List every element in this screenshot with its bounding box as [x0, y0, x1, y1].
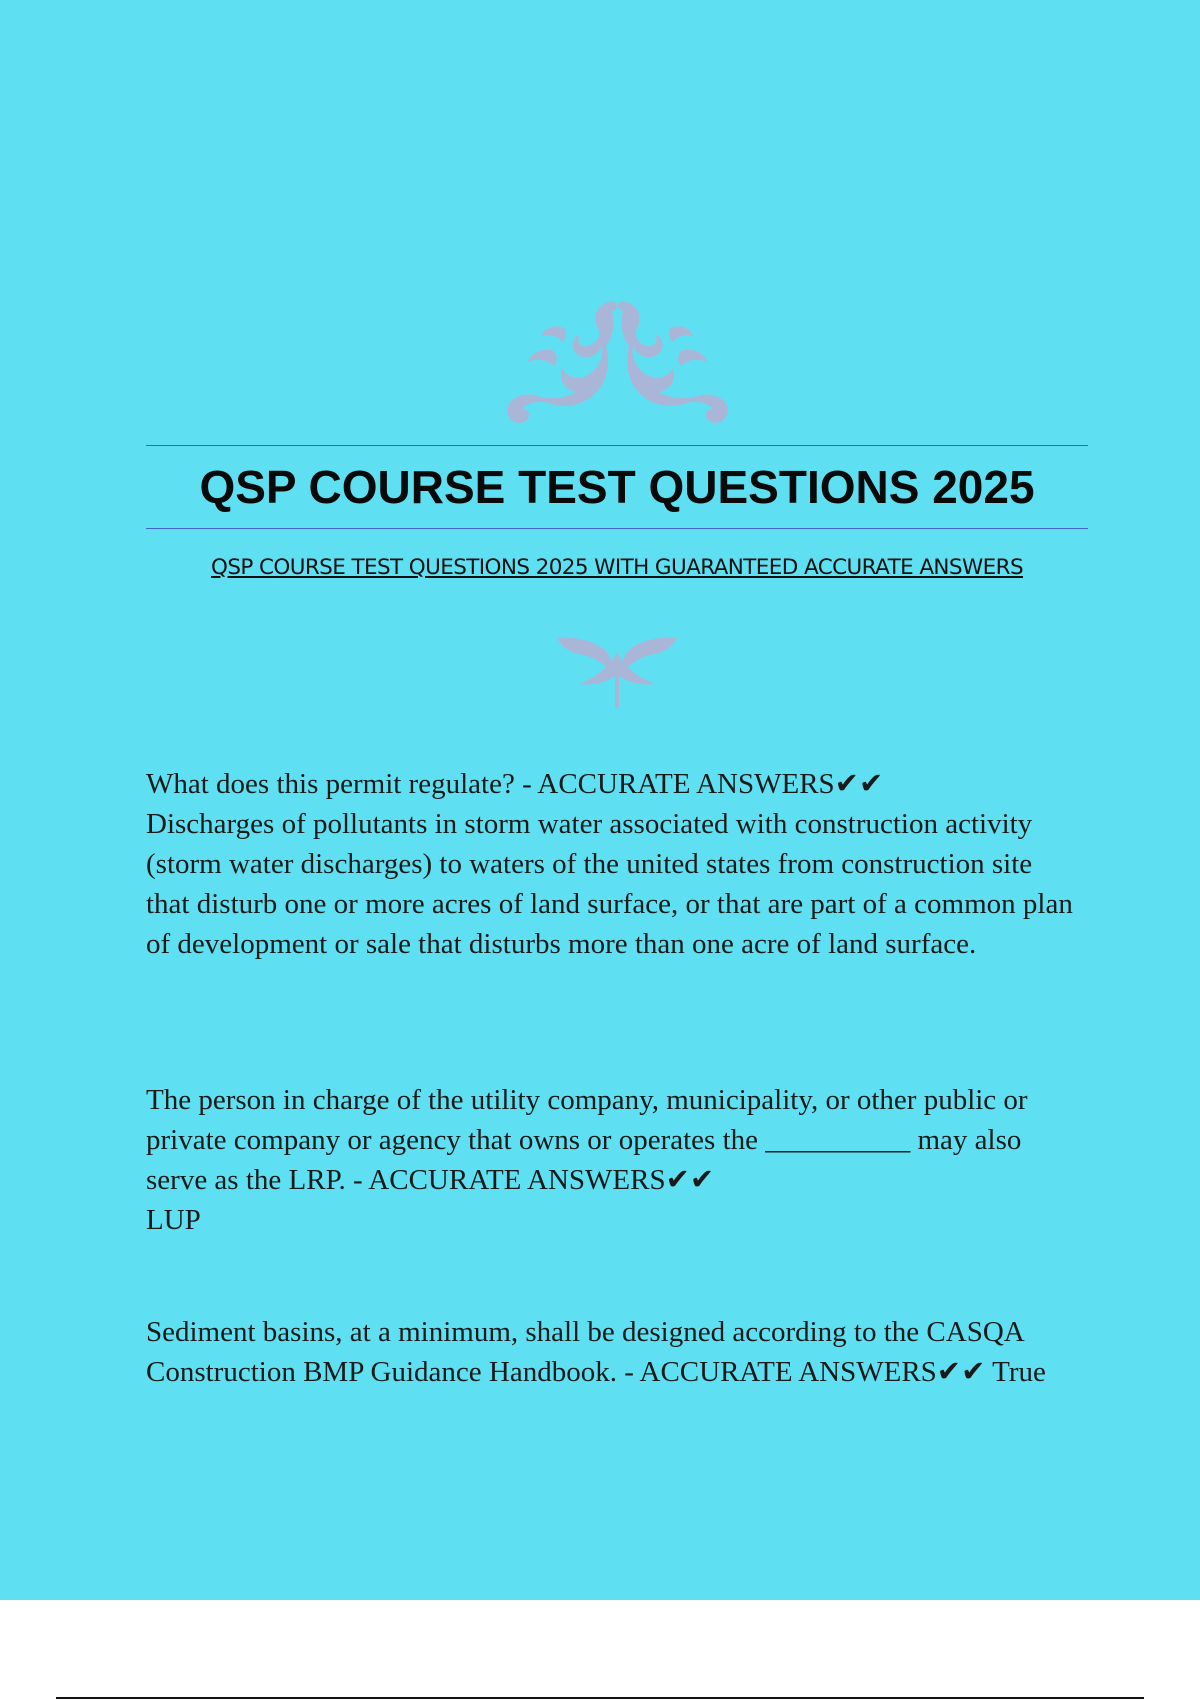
footer-rule: [56, 1697, 1144, 1699]
answer-text: LUP: [146, 1204, 201, 1236]
fleur-divider-icon: [553, 632, 681, 712]
document-title: QSP COURSE TEST QUESTIONS 2025: [199, 461, 1035, 513]
answer-text: True: [992, 1356, 1046, 1388]
answer-text: Discharges of pollutants in storm water associated with construction activity (storm water discharges) to waters of the united states from construction site that disturb one or more acres of land surface, or that are part of a common plan of development or sale that disturbs more than one acre of land surface.: [146, 808, 1073, 960]
question-text: Sediment basins, at a minimum, shall be designed according to the CASQA Construction BMP Guidance Handbook. - ACCURATE ANSWERS✔✔: [146, 1316, 1024, 1388]
document-subtitle: QSP COURSE TEST QUESTIONS 2025 WITH GUARANTEED ACCURATE ANSWERS: [211, 555, 1023, 580]
qa-item: [146, 764, 1076, 964]
title-bottom-rule: [146, 528, 1088, 529]
title-top-rule: [146, 445, 1088, 446]
qa-item: [146, 1080, 1076, 1240]
floral-flourish-icon: [500, 298, 735, 426]
question-text: The person in charge of the utility company, municipality, or other public or private company or agency that owns or operates the __________ may also serve as the LRP. - ACCURATE ANSWERS✔✔: [146, 1084, 1028, 1196]
qa-item: [146, 1312, 1076, 1392]
question-text: What does this permit regulate? - ACCURATE ANSWERS✔✔: [146, 768, 884, 800]
